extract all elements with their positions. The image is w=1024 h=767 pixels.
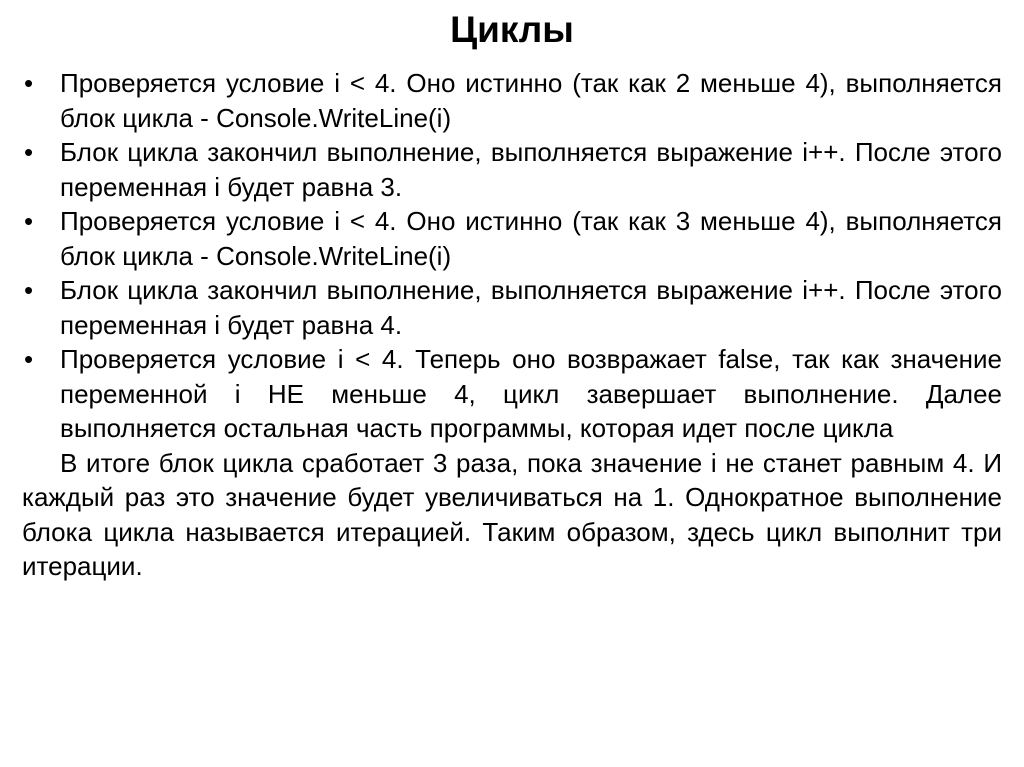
bullet-icon: •	[24, 206, 34, 236]
bullet-icon: •	[24, 68, 34, 98]
bullet-item	[22, 66, 1002, 135]
slide-title: Циклы	[450, 9, 574, 50]
slide-content	[22, 66, 1002, 584]
bullet-text: Блок цикла закончил выполнение, выполняется выражение i++. После этого переменная i будет равна 4.	[60, 275, 1002, 340]
bullet-icon: •	[24, 275, 34, 305]
bullet-item	[22, 204, 1002, 273]
bullet-item	[22, 342, 1002, 446]
bullet-icon: •	[24, 137, 34, 167]
bullet-item	[22, 135, 1002, 204]
summary-paragraph: В итоге блок цикла сработает 3 раза, пока значение i не станет равным 4. И каждый раз это значение будет увеличиваться на 1. Однократное выполнение блока цикла называется итерацией. Таким образом, здесь цикл выполнит три итерации.	[22, 447, 1002, 581]
bullet-icon: •	[24, 344, 34, 374]
bullet-text: Проверяется условие i < 4. Теперь оно возвражает false, так как значение переменной i НЕ меньше 4, цикл завершает выполнение. Далее выполняется остальная часть программы, которая идет после цикла	[60, 344, 1002, 443]
bullet-text: Проверяется условие i < 4. Оно истинно (так как 3 меньше 4), выполняется блок цикла - Console.WriteLine(i)	[60, 206, 1002, 271]
bullet-item	[22, 273, 1002, 342]
bullet-list	[22, 66, 1002, 446]
bullet-text: Блок цикла закончил выполнение, выполняется выражение i++. После этого переменная i будет равна 3.	[60, 137, 1002, 202]
bullet-text: Проверяется условие i < 4. Оно истинно (так как 2 меньше 4), выполняется блок цикла - Console.WriteLine(i)	[60, 68, 1002, 133]
